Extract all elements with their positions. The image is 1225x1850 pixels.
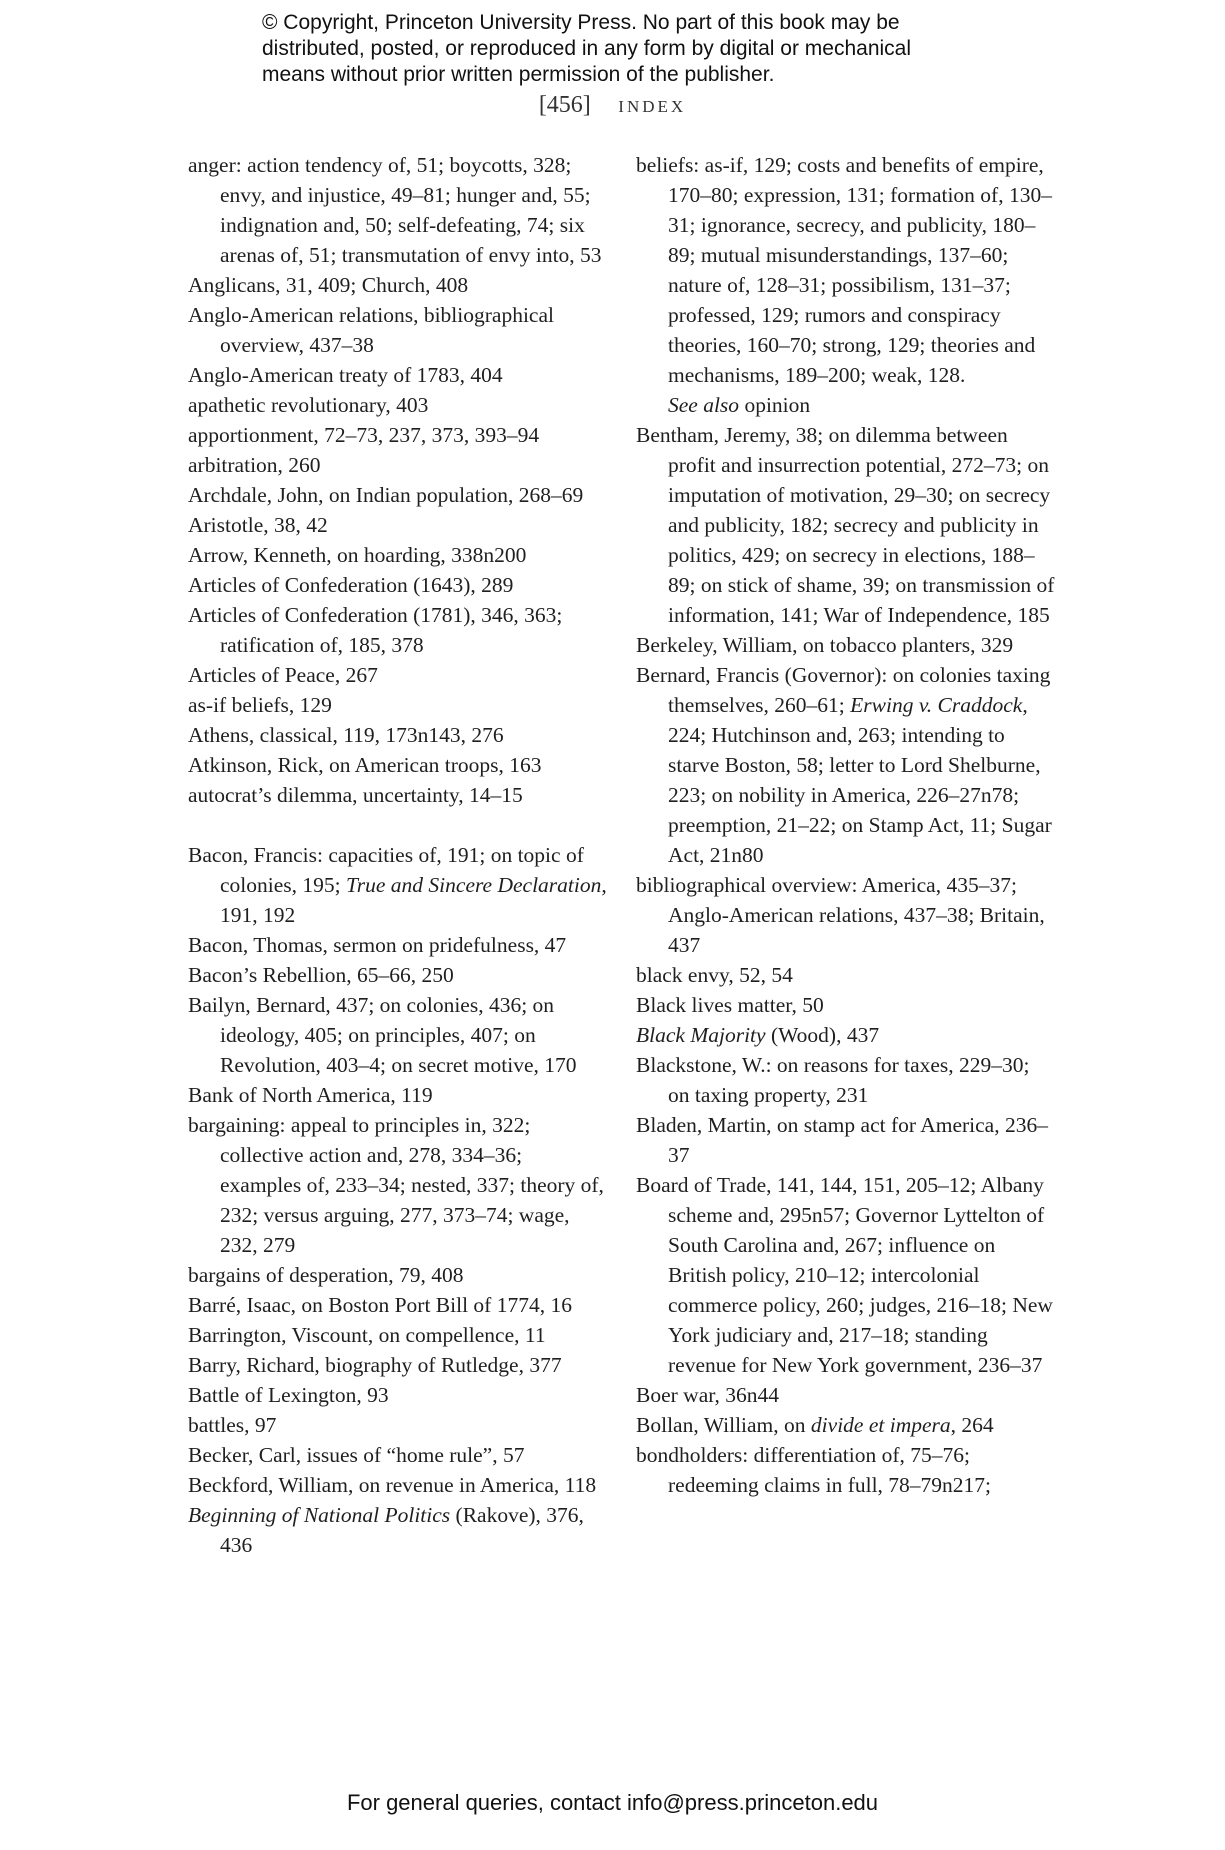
letter-gap [188,810,608,840]
italic-title: divide et impera [810,1413,951,1437]
page-number: [456] [538,92,591,118]
copyright-line: © Copyright, Princeton University Press. No part of this book may be [262,11,900,34]
index-entry: anger: action tendency of, 51; boycotts, 328; envy, and injustice, 49–81; hunger and, 55; indignation and, 50; self-defeating, 74; six arenas of, 51; transmutation of envy into, 53 [188,153,602,267]
index-entry: Athens, classical, 119, 173n143, 276 [188,723,504,747]
index-entry: Archdale, John, on Indian population, 268–69 [188,483,584,507]
index-entry: Blackstone, W.: on reasons for taxes, 229–30; on taxing property, 231 [636,1053,1030,1107]
entry-text: , 264 [950,1413,994,1437]
italic-title: True and Sincere Declaration [346,873,602,897]
entry-text: Bernard, Francis (Governor): on colonies taxing themselves, 260–61; [636,663,1051,717]
index-entry: beliefs: as-if, 129; costs and benefits of empire, 170–80; expression, 131; formation of, 130–31; ignorance, secrecy, and publicity, 180–89; mutual misunderstandings, 137–60; nature of, 128–31; possibilism, 131–37; professed, 129; rumors and conspiracy theories, 160–70; strong, 129; theories and mechanisms, 189–200; weak, 128. [636,153,1052,387]
index-entry: Bailyn, Bernard, 437; on colonies, 436; on ideology, 405; on principles, 407; on Revolution, 403–4; on secret motive, 170 [188,993,577,1077]
index-entry: Beckford, William, on revenue in America, 118 [188,1473,597,1497]
copyright-notice [262,10,1022,88]
index-entry: as-if beliefs, 129 [188,693,332,717]
index-entry: bibliographical overview: America, 435–37; Anglo-American relations, 437–38; Britain, 437 [636,873,1045,957]
index-entry: Battle of Lexington, 93 [188,1383,389,1407]
index-entry: Articles of Confederation (1643), 289 [188,573,514,597]
index-entry: Bank of North America, 119 [188,1083,433,1107]
index-entry: Aristotle, 38, 42 [188,513,328,537]
index-column-right [636,150,1056,1500]
index-entry [188,1500,608,1560]
index-entry: Becker, Carl, issues of “home rule”, 57 [188,1443,525,1467]
index-entry: Atkinson, Rick, on American troops, 163 [188,753,542,777]
entry-text: Bacon, Francis: capacities of, 191; on topic of colonies, 195; [188,843,584,897]
index-entry [636,390,1056,420]
index-entry [188,840,608,930]
entry-text: opinion [739,393,811,417]
index-entry: Boer war, 36n44 [636,1383,780,1407]
index-entry: bondholders: differentiation of, 75–76; redeeming claims in full, 78–79n217; [636,1443,992,1497]
section-title: INDEX [618,97,687,116]
footer-contact: For general queries, contact info@press.princeton.edu [346,1790,879,1815]
entry-text: (Rakove), 376, 436 [220,1503,584,1557]
index-entry: bargains of desperation, 79, 408 [188,1263,464,1287]
entry-text: (Wood), 437 [765,1023,880,1047]
index-entry: Anglo-American relations, bibliographical overview, 437–38 [188,303,554,357]
italic-title: Black Majority [636,1023,766,1047]
index-entry: apportionment, 72–73, 237, 373, 393–94 [188,423,540,447]
index-entry: Anglicans, 31, 409; Church, 408 [188,273,469,297]
index-entry: Bacon’s Rebellion, 65–66, 250 [188,963,454,987]
index-entry [636,660,1056,870]
index-entry: autocrat’s dilemma, uncertainty, 14–15 [188,783,523,807]
index-entry: Barrington, Viscount, on compellence, 11 [188,1323,546,1347]
index-entry: Black lives matter, 50 [636,993,824,1017]
index-entry: Articles of Confederation (1781), 346, 363; ratification of, 185, 378 [188,603,563,657]
index-entry [636,1020,1056,1050]
index-entry [636,1410,1056,1440]
index-entry: arbitration, 260 [188,453,321,477]
italic-title: Beginning of National Politics [188,1503,451,1527]
index-entry: Board of Trade, 141, 144, 151, 205–12; Albany scheme and, 295n57; Governor Lyttelton of South Carolina and, 267; influence on British policy, 210–12; intercolonial commerce policy, 260; judges, 216–18; New York judiciary and, 217–18; standing revenue for New York government, 236–37 [636,1173,1053,1377]
index-entry: Berkeley, William, on tobacco planters, 329 [636,633,1014,657]
index-column-left [188,150,608,1560]
running-head [0,92,1225,119]
index-entry: Articles of Peace, 267 [188,663,378,687]
index-entry: Bladen, Martin, on stamp act for America, 236–37 [636,1113,1048,1167]
index-entry: black envy, 52, 54 [636,963,793,987]
entry-text: , 224; Hutchinson and, 263; intending to starve Boston, 58; letter to Lord Shelburne, 223; on nobility in America, 226–27n78; preemption, 21–22; on Stamp Act, 11; Sugar Act, 21n80 [668,693,1052,867]
entry-text: Bollan, William, on [636,1413,811,1437]
italic-title: See also [668,393,740,417]
index-entry: Anglo-American treaty of 1783, 404 [188,363,503,387]
italic-title: Erwing v. Craddock [850,693,1023,717]
entry-text: , 191, 192 [220,873,607,927]
index-entry: Bacon, Thomas, sermon on pridefulness, 47 [188,933,567,957]
copyright-line: means without prior written permission of the publisher. [262,63,775,86]
index-entry: Barry, Richard, biography of Rutledge, 377 [188,1353,562,1377]
index-entry: Bentham, Jeremy, 38; on dilemma between profit and insurrection potential, 272–73; on imputation of motivation, 29–30; on secrecy and publicity, 182; secrecy and publicity in politics, 429; on secrecy in elections, 188–89; on stick of shame, 39; on transmission of information, 141; War of Independence, 185 [636,423,1055,627]
index-entry: apathetic revolutionary, 403 [188,393,429,417]
index-entry: Barré, Isaac, on Boston Port Bill of 1774, 16 [188,1293,572,1317]
copyright-line: distributed, posted, or reproduced in any form by digital or mechanical [262,37,912,60]
index-entry: bargaining: appeal to principles in, 322; collective action and, 278, 334–36; examples of, 233–34; nested, 337; theory of, 232; versus arguing, 277, 373–74; wage, 232, 279 [188,1113,604,1257]
index-entry: Arrow, Kenneth, on hoarding, 338n200 [188,543,527,567]
index-entry: battles, 97 [188,1413,277,1437]
